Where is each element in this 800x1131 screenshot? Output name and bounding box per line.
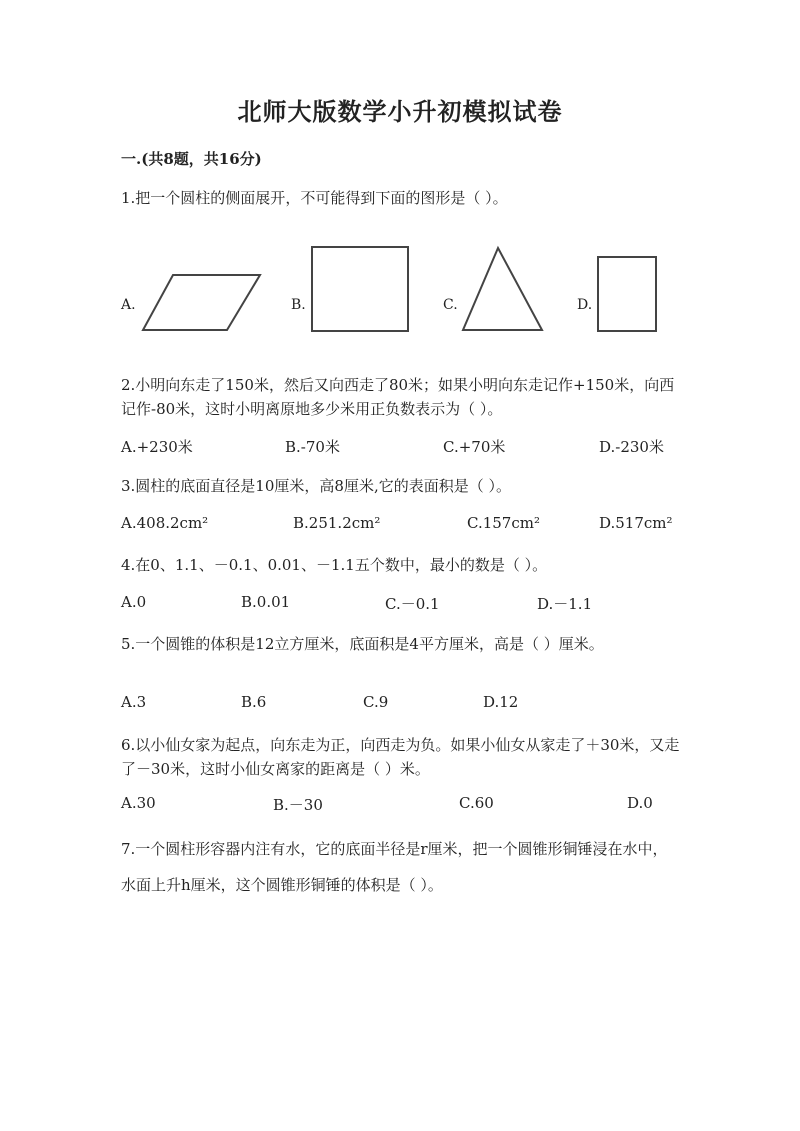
question-3: 3.圆柱的底面直径是10厘米，高8厘米,它的表面积是（ ）。 xyxy=(121,477,511,495)
option-d[interactable]: D.12 xyxy=(483,693,519,711)
option-c[interactable]: C.9 xyxy=(363,693,389,711)
square-icon xyxy=(308,243,414,335)
option-a[interactable]: A.+230米 xyxy=(121,438,193,456)
question-5: 5.一个圆锥的体积是12立方厘米，底面积是4平方厘米，高是（ ）厘米。 xyxy=(121,635,604,653)
option-a[interactable]: A.3 xyxy=(121,693,147,711)
question-7: 7.一个圆柱形容器内注有水，它的底面半径是r厘米，把一个圆锥形铜锤浸在水中，水面上升h厘米，这个圆锥形铜锤的体积是（ ）。 xyxy=(121,840,668,894)
option-d-label[interactable]: D. xyxy=(577,297,593,313)
question-4-options xyxy=(121,593,681,617)
question-5-options xyxy=(121,693,681,717)
question-6-options xyxy=(121,794,681,818)
question-6: 6.以小仙女家为起点，向东走为正，向西走为负。如果小仙女从家走了＋30米，又走了－30米，这时小仙女离家的距离是（ ）米。 xyxy=(121,736,680,778)
option-c[interactable]: C.157cm² xyxy=(467,514,540,532)
option-c[interactable]: C.－0.1 xyxy=(385,595,440,613)
question-2-options xyxy=(121,436,681,460)
option-b[interactable]: B.-70米 xyxy=(285,438,340,456)
option-c[interactable]: C.60 xyxy=(459,794,494,812)
question-1: 1.把一个圆柱的侧面展开，不可能得到下面的图形是（ ）。 xyxy=(121,189,508,207)
option-c[interactable]: C.+70米 xyxy=(443,438,506,456)
option-a[interactable]: A.408.2cm² xyxy=(121,514,209,532)
option-d[interactable]: D.-230米 xyxy=(599,438,664,456)
option-c-label[interactable]: C. xyxy=(443,297,458,313)
option-d[interactable]: D.－1.1 xyxy=(537,595,593,613)
option-a[interactable]: A.30 xyxy=(121,794,156,812)
page-title: 北师大版数学小升初模拟试卷 xyxy=(237,97,563,126)
section-heading: 一.(共8题，共16分) xyxy=(121,150,262,168)
question-3-options xyxy=(121,514,681,538)
option-d[interactable]: D.517cm² xyxy=(599,514,673,532)
option-b[interactable]: B.251.2cm² xyxy=(293,514,381,532)
rectangle-icon xyxy=(594,253,660,335)
triangle-icon xyxy=(458,243,548,335)
option-b[interactable]: B.0.01 xyxy=(241,593,291,611)
parallelogram-icon xyxy=(140,270,265,335)
option-b[interactable]: B.－30 xyxy=(273,796,323,814)
option-d[interactable]: D.0 xyxy=(627,794,653,812)
option-a[interactable]: A.0 xyxy=(121,593,147,611)
option-a-label[interactable]: A. xyxy=(121,297,136,313)
option-b-label[interactable]: B. xyxy=(291,297,306,313)
question-2: 2.小明向东走了150米，然后又向西走了80米；如果小明向东走记作+150米，向西记作-80米，这时小明离原地多少米用正负数表示为（ ）。 xyxy=(121,376,675,418)
question-4: 4.在0、1.1、－0.1、0.01、－1.1五个数中，最小的数是（ ）。 xyxy=(121,556,548,574)
option-b[interactable]: B.6 xyxy=(241,693,267,711)
